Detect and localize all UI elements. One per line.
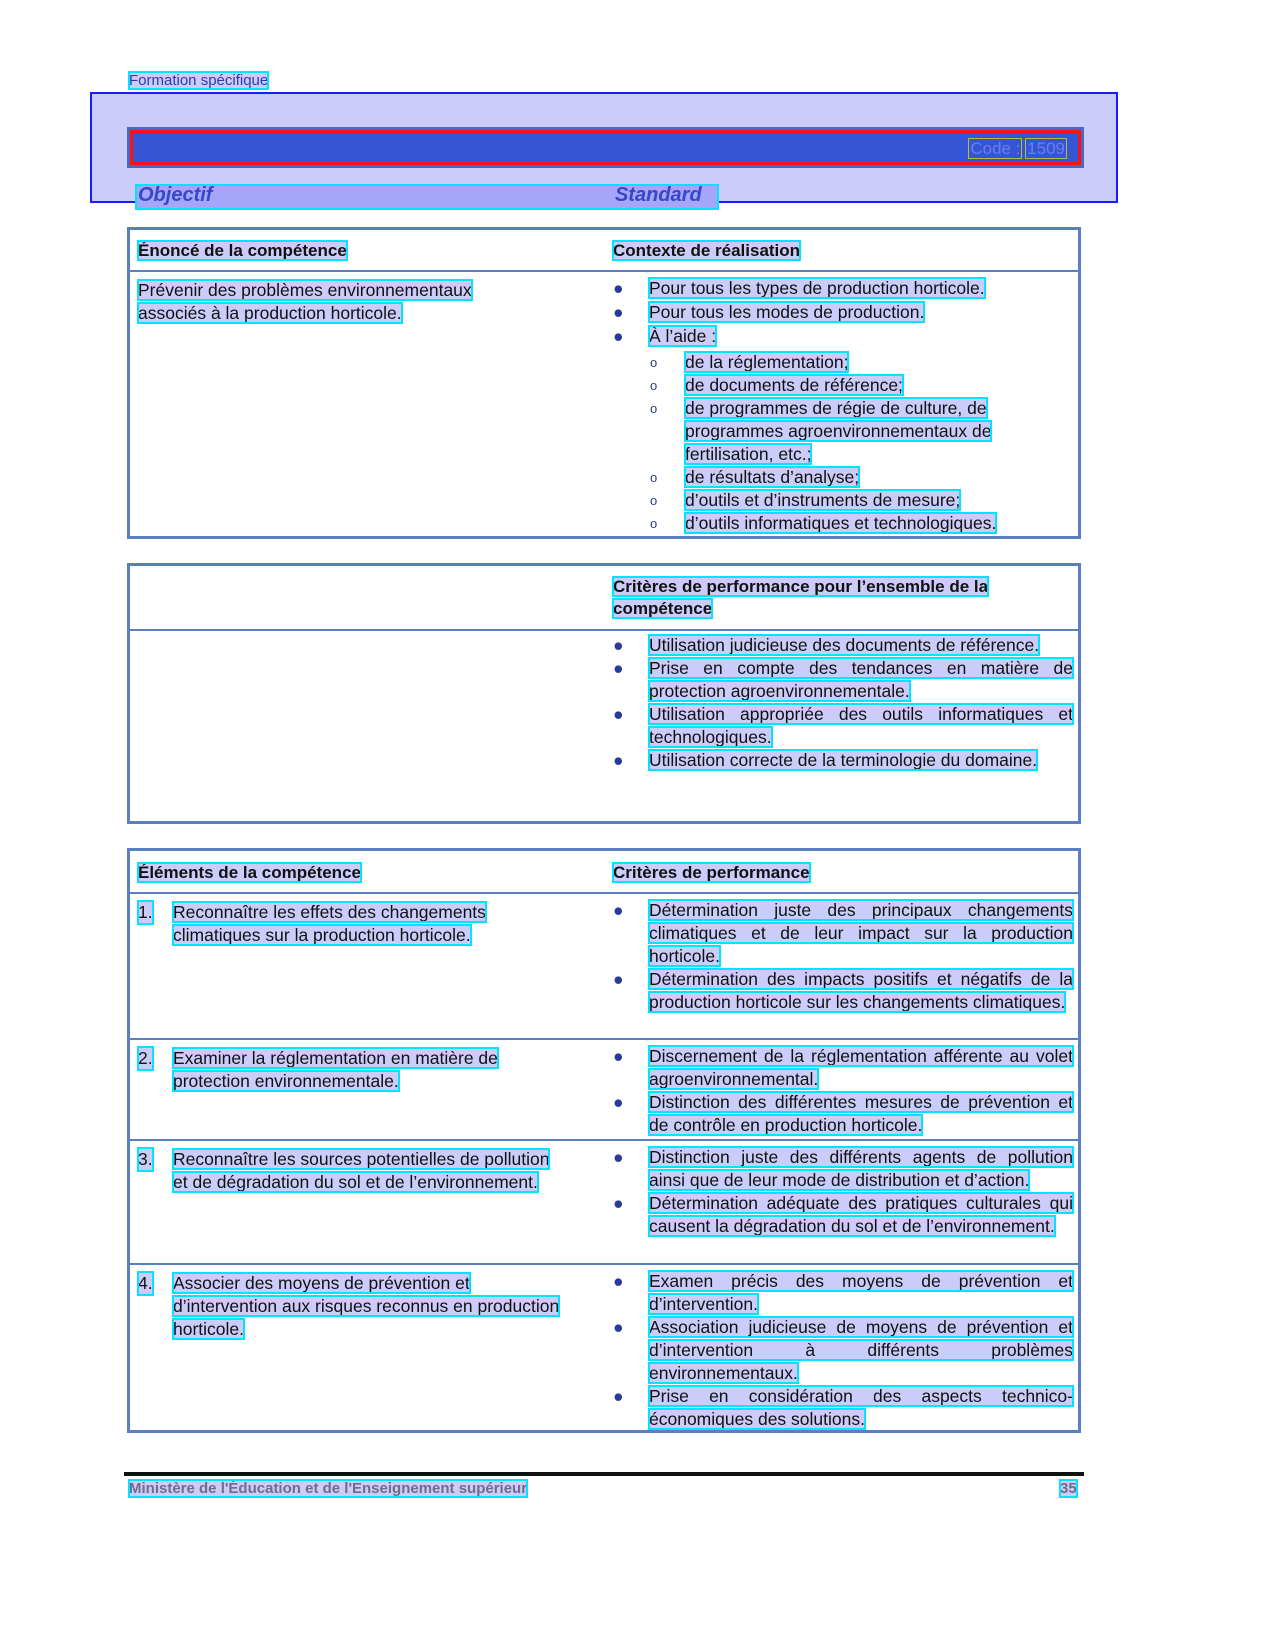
list-item-text: Examen précis des moyens de prévention et d’intervention. xyxy=(649,1271,1073,1314)
element-text: Reconnaître les sources potentielles de pollution et de dégradation du sol et de l’environnement. xyxy=(173,1149,550,1192)
list-item-text: Détermination juste des principaux changements climatiques et de leur impact sur la production horticole. xyxy=(649,900,1073,966)
list-item-text: Détermination des impacts positifs et négatifs de la production horticole sur les changements climatiques. xyxy=(649,969,1073,1012)
objectif-label: Objectif xyxy=(138,184,213,206)
column-header: Contexte de réalisation xyxy=(613,241,801,260)
sub-list-item xyxy=(613,397,1035,466)
circle-bullet-icon: o xyxy=(650,355,658,370)
table-row xyxy=(130,1263,1078,1435)
list-item xyxy=(613,1316,1073,1385)
sub-list-item xyxy=(613,374,1073,397)
list-item xyxy=(613,703,1073,749)
circle-bullet-icon: o xyxy=(650,493,658,508)
sub-list-item xyxy=(613,466,1073,489)
list-item xyxy=(613,325,1073,348)
list-item xyxy=(613,1146,1073,1192)
objective-standard-row xyxy=(137,186,717,208)
element-text: Examiner la réglementation en matière de protection environnementale. xyxy=(173,1048,498,1091)
list-item-text: Prise en compte des tendances en matière de protection agroenvironnementale. xyxy=(649,658,1073,701)
table-row xyxy=(130,892,1078,1038)
bullet-icon: ● xyxy=(613,704,624,724)
table-header-row xyxy=(130,851,1078,892)
bullet-icon: ● xyxy=(613,1092,624,1112)
title-bar-inner xyxy=(130,130,1081,165)
element-number: 4. xyxy=(138,1273,153,1293)
list-item xyxy=(613,1270,1073,1316)
footer-ministry: Ministère de l'Éducation et de l'Enseignement supérieur xyxy=(129,1480,528,1497)
list-item xyxy=(613,634,1073,657)
list-item xyxy=(613,1385,1073,1431)
list-item-text: Association judicieuse de moyens de prévention et d’intervention à différents problèmes environnementaux. xyxy=(649,1317,1073,1383)
list-item-text: Prise en considération des aspects technico-économiques des solutions. xyxy=(649,1386,1073,1429)
bullet-icon: ● xyxy=(613,302,624,322)
sub-list-item xyxy=(613,512,1073,535)
bullet-icon: ● xyxy=(613,1271,624,1291)
circle-bullet-icon: o xyxy=(650,378,658,393)
circle-bullet-icon: o xyxy=(650,516,658,531)
list-item-text: Utilisation correcte de la terminologie du domaine. xyxy=(649,750,1038,770)
element-number: 1. xyxy=(138,902,153,922)
bullet-icon: ● xyxy=(613,969,624,989)
list-item-text: Pour tous les types de production horticole. xyxy=(649,278,985,298)
bullet-icon: ● xyxy=(613,1317,624,1337)
bullet-icon: ● xyxy=(613,278,624,298)
sub-list-item xyxy=(613,489,1073,512)
list-item xyxy=(613,1192,1073,1238)
list-item xyxy=(613,1091,1073,1137)
table-row xyxy=(130,270,1078,537)
list-item xyxy=(613,968,1073,1014)
competency-elements-table xyxy=(127,848,1081,1433)
bullet-icon: ● xyxy=(613,1046,624,1066)
list-item-text: Pour tous les modes de production. xyxy=(649,302,925,322)
overall-criteria-table xyxy=(127,563,1081,824)
list-item xyxy=(613,749,1073,772)
code-value: 1509 xyxy=(1027,139,1065,158)
list-item xyxy=(613,277,1073,300)
circle-bullet-icon: o xyxy=(650,470,658,485)
standard-label: Standard xyxy=(615,184,702,206)
running-header: Formation spécifique xyxy=(129,72,269,89)
circle-bullet-icon: o xyxy=(650,401,658,416)
list-item-text: d’outils et d’instruments de mesure; xyxy=(685,490,961,510)
sub-list-item xyxy=(613,351,1073,374)
table-row xyxy=(130,629,1078,821)
list-item xyxy=(613,899,1073,968)
table-row xyxy=(130,1139,1078,1263)
list-item-text: de programmes de régie de culture, de programmes agroenvironnementaux de fertilisation, etc.; xyxy=(685,398,992,464)
footer-divider xyxy=(124,1472,1084,1476)
code-label: Code : xyxy=(970,139,1021,158)
list-item-text: À l’aide : xyxy=(649,326,717,346)
column-header: Énoncé de la compétence xyxy=(138,241,347,260)
bullet-icon: ● xyxy=(613,1386,624,1406)
column-header: Critères de performance xyxy=(613,863,810,882)
list-item-text: Discernement de la réglementation afférente au volet agroenvironnemental. xyxy=(649,1046,1073,1089)
table-header-row xyxy=(130,566,1078,629)
list-item-text: de la réglementation; xyxy=(685,352,849,372)
list-item-text: Distinction des différentes mesures de prévention et de contrôle en production horticole. xyxy=(649,1092,1073,1135)
table-row xyxy=(130,1038,1078,1139)
bullet-icon: ● xyxy=(613,900,624,920)
element-number: 2. xyxy=(138,1048,153,1068)
competency-statement: Prévenir des problèmes environnementaux associés à la production horticole. xyxy=(138,280,472,323)
element-text: Associer des moyens de prévention et d’intervention aux risques reconnus en production horticole. xyxy=(173,1273,560,1339)
list-item-text: Utilisation judicieuse des documents de référence. xyxy=(649,635,1040,655)
list-item-text: Distinction juste des différents agents de pollution ainsi que de leur mode de distribution et d’action. xyxy=(649,1147,1073,1190)
column-header: Éléments de la compétence xyxy=(138,863,361,882)
element-text: Reconnaître les effets des changements climatiques sur la production horticole. xyxy=(173,902,486,945)
bullet-icon: ● xyxy=(613,750,624,770)
list-item xyxy=(613,301,1073,324)
bullet-icon: ● xyxy=(613,1147,624,1167)
list-item-text: Utilisation appropriée des outils informatiques et technologiques. xyxy=(649,704,1073,747)
table-header-row xyxy=(130,230,1078,270)
bullet-icon: ● xyxy=(613,326,624,346)
competency-statement-table xyxy=(127,227,1081,539)
list-item-text: Détermination adéquate des pratiques culturales qui causent la dégradation du sol et de l’environnement. xyxy=(649,1193,1073,1236)
list-item xyxy=(613,657,1073,703)
bullet-icon: ● xyxy=(613,658,624,678)
list-item-text: de documents de référence; xyxy=(685,375,903,395)
page-number: 35 xyxy=(1060,1480,1077,1497)
list-item xyxy=(613,1045,1073,1091)
list-item-text: d’outils informatiques et technologiques. xyxy=(685,513,997,533)
element-number: 3. xyxy=(138,1149,153,1169)
competency-code xyxy=(969,139,1066,159)
bullet-icon: ● xyxy=(613,635,624,655)
list-item-text: de résultats d’analyse; xyxy=(685,467,860,487)
column-header: Critères de performance pour l’ensemble de la compétence xyxy=(613,577,989,618)
bullet-icon: ● xyxy=(613,1193,624,1213)
